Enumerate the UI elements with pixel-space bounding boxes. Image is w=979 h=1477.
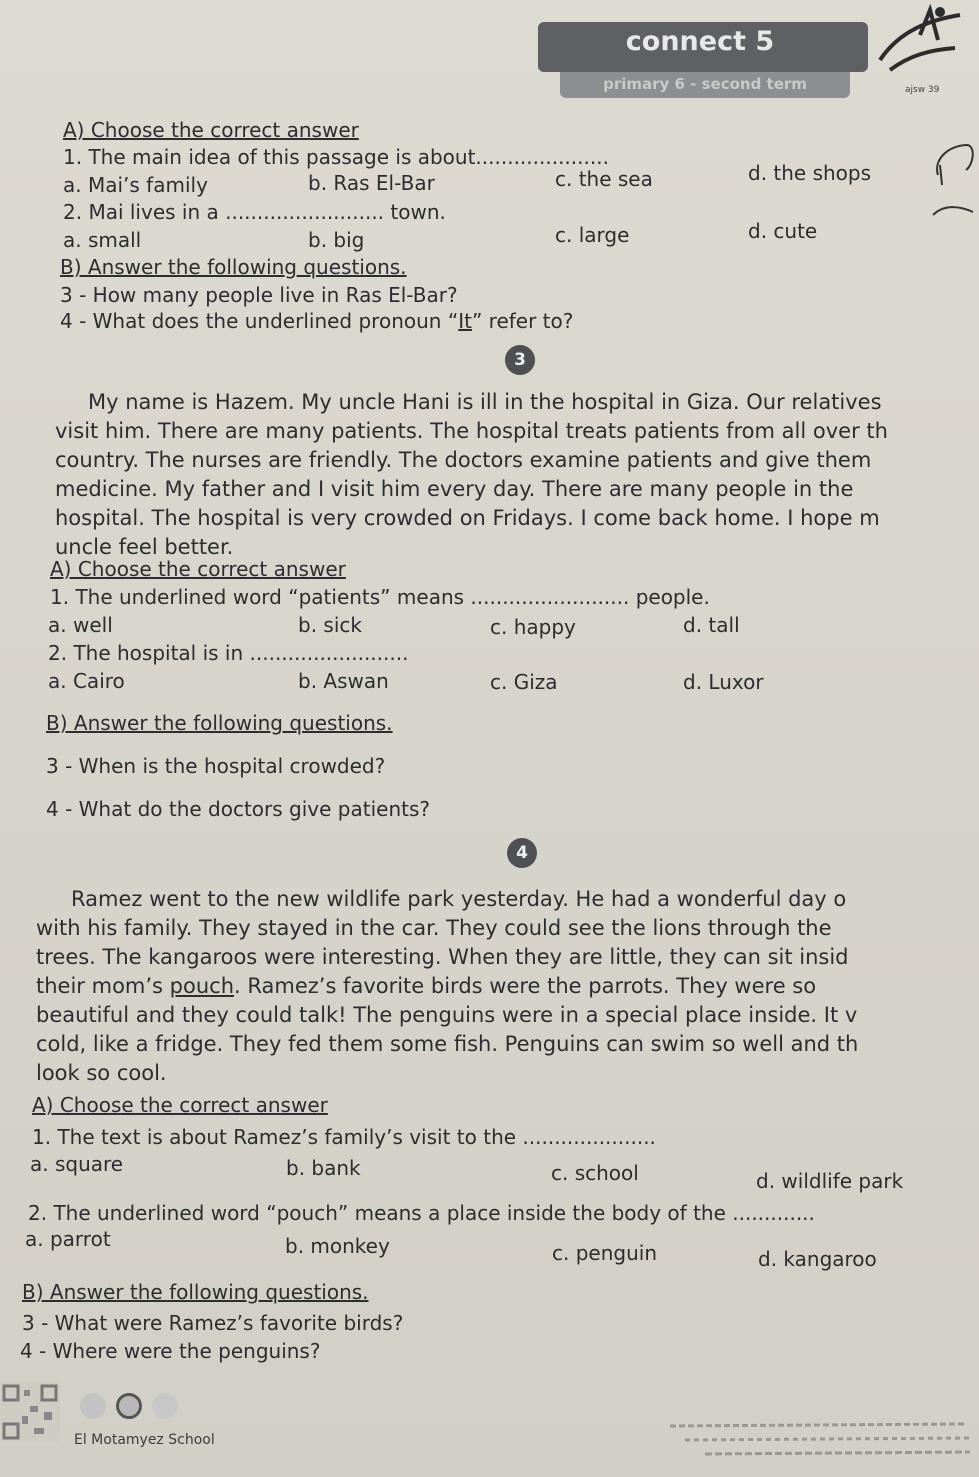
p4-question-2: 2. The underlined word “pouch” means a place inside the body of the ............. bbox=[28, 1201, 815, 1225]
header-subtitle: primary 6 - second term bbox=[603, 75, 807, 93]
p2-q1-option-a[interactable]: a. Mai’s family bbox=[63, 173, 208, 197]
p4-q2-option-b[interactable]: b. monkey bbox=[285, 1234, 390, 1258]
p4-question-3: 3 - What were Ramez’s favorite birds? bbox=[22, 1311, 404, 1335]
p3-q1-option-a[interactable]: a. well bbox=[48, 613, 113, 637]
margin-scribble-icon bbox=[928, 140, 979, 230]
p3-q2-option-c[interactable]: c. Giza bbox=[490, 670, 558, 694]
p3-choose-heading: A) Choose the correct answer bbox=[50, 557, 346, 581]
p4-q1-option-d[interactable]: d. wildlife park bbox=[756, 1169, 904, 1193]
p4-q2-option-d[interactable]: d. kangaroo bbox=[758, 1247, 877, 1271]
p3-q2-option-d[interactable]: d. Luxor bbox=[683, 670, 764, 694]
p3-question-1: 1. The underlined word “patients” means ......................... people. bbox=[50, 585, 710, 609]
p4-question-1: 1. The text is about Ramez’s family’s visit to the ..................... bbox=[32, 1125, 656, 1149]
p3-q2-option-b[interactable]: b. Aswan bbox=[298, 669, 389, 693]
p3-q2-option-a[interactable]: a. Cairo bbox=[48, 669, 125, 693]
passage-4-text: Ramez went to the new wildlife park yesterday. He had a wonderful day o with his family. They stayed in the car. They could see the lions through the trees. The kangaroos were interesting. When they are little, they can sit insid their mom’s pouch. Ramez’s favorite birds were the parrots. They were so beautiful and they could talk! The penguins were in a special place inside. It v cold, like a fridge. They fed them some fish. Penguins can swim so well and th look so cool. bbox=[36, 887, 859, 1085]
p2-q2-option-c[interactable]: c. large bbox=[555, 223, 630, 247]
p2-question-4: 4 - What does the underlined pronoun “It” refer to? bbox=[60, 309, 574, 333]
bird-logo-icon bbox=[860, 0, 979, 90]
header-side-text: ajsw 39 bbox=[905, 85, 940, 95]
faint-footer-text-icon bbox=[665, 1418, 975, 1464]
facebook-icon bbox=[80, 1393, 106, 1419]
p2-q1-option-b[interactable]: b. Ras El-Bar bbox=[308, 171, 435, 195]
p2-choose-heading: A) Choose the correct answer bbox=[63, 118, 359, 142]
p3-q1-option-c[interactable]: c. happy bbox=[490, 615, 576, 639]
p2-q2-option-a[interactable]: a. small bbox=[63, 228, 142, 252]
p2-answer-heading: B) Answer the following questions. bbox=[60, 255, 407, 279]
p4-choose-heading: A) Choose the correct answer bbox=[32, 1093, 328, 1117]
passage-4-number: 4 bbox=[507, 838, 537, 868]
passage-3-text: My name is Hazem. My uncle Hani is ill in the hospital in Giza. Our relatives visit him. There are many patients. The hospital treats patients from all over th country. The nurses are friendly. The doctors examine patients and give them medicine. My father and I visit him every day. There are many people in the hospital. The hospital is very crowded on Fridays. I come back home. I hope m uncle feel better. bbox=[55, 390, 888, 559]
p2-q2-option-d[interactable]: d. cute bbox=[748, 219, 818, 243]
p2-q1-option-d[interactable]: d. the shops bbox=[748, 161, 872, 185]
p4-question-4: 4 - Where were the penguins? bbox=[20, 1339, 321, 1363]
passage-3-number: 3 bbox=[505, 345, 535, 375]
qr-code-icon bbox=[0, 1382, 60, 1442]
p4-answer-heading: B) Answer the following questions. bbox=[22, 1280, 369, 1304]
p3-q1-option-b[interactable]: b. sick bbox=[298, 613, 362, 637]
p2-q1-option-c[interactable]: c. the sea bbox=[555, 167, 653, 191]
p4-q2-option-c[interactable]: c. penguin bbox=[552, 1241, 657, 1265]
p4-q1-option-b[interactable]: b. bank bbox=[286, 1156, 361, 1180]
p4-q1-option-c[interactable]: c. school bbox=[551, 1161, 639, 1185]
p3-question-2: 2. The hospital is in ......................... bbox=[48, 641, 409, 665]
p3-question-4: 4 - What do the doctors give patients? bbox=[46, 797, 430, 821]
whatsapp-icon bbox=[152, 1393, 178, 1419]
p3-q1-option-d[interactable]: d. tall bbox=[683, 613, 740, 637]
p2-question-1: 1. The main idea of this passage is about..................... bbox=[63, 145, 609, 169]
footer-school-name: El Motamyez School bbox=[74, 1432, 215, 1448]
header-title: connect 5 bbox=[625, 26, 775, 57]
p4-q1-option-a[interactable]: a. square bbox=[30, 1152, 124, 1176]
p2-question-3: 3 - How many people live in Ras El-Bar? bbox=[60, 283, 458, 307]
p3-answer-heading: B) Answer the following questions. bbox=[46, 711, 393, 735]
p2-q2-option-b[interactable]: b. big bbox=[308, 228, 365, 252]
p3-question-3: 3 - When is the hospital crowded? bbox=[46, 754, 386, 778]
instagram-icon bbox=[116, 1393, 142, 1419]
p4-q2-option-a[interactable]: a. parrot bbox=[25, 1227, 111, 1251]
p2-question-2: 2. Mai lives in a ......................... town. bbox=[63, 200, 446, 224]
